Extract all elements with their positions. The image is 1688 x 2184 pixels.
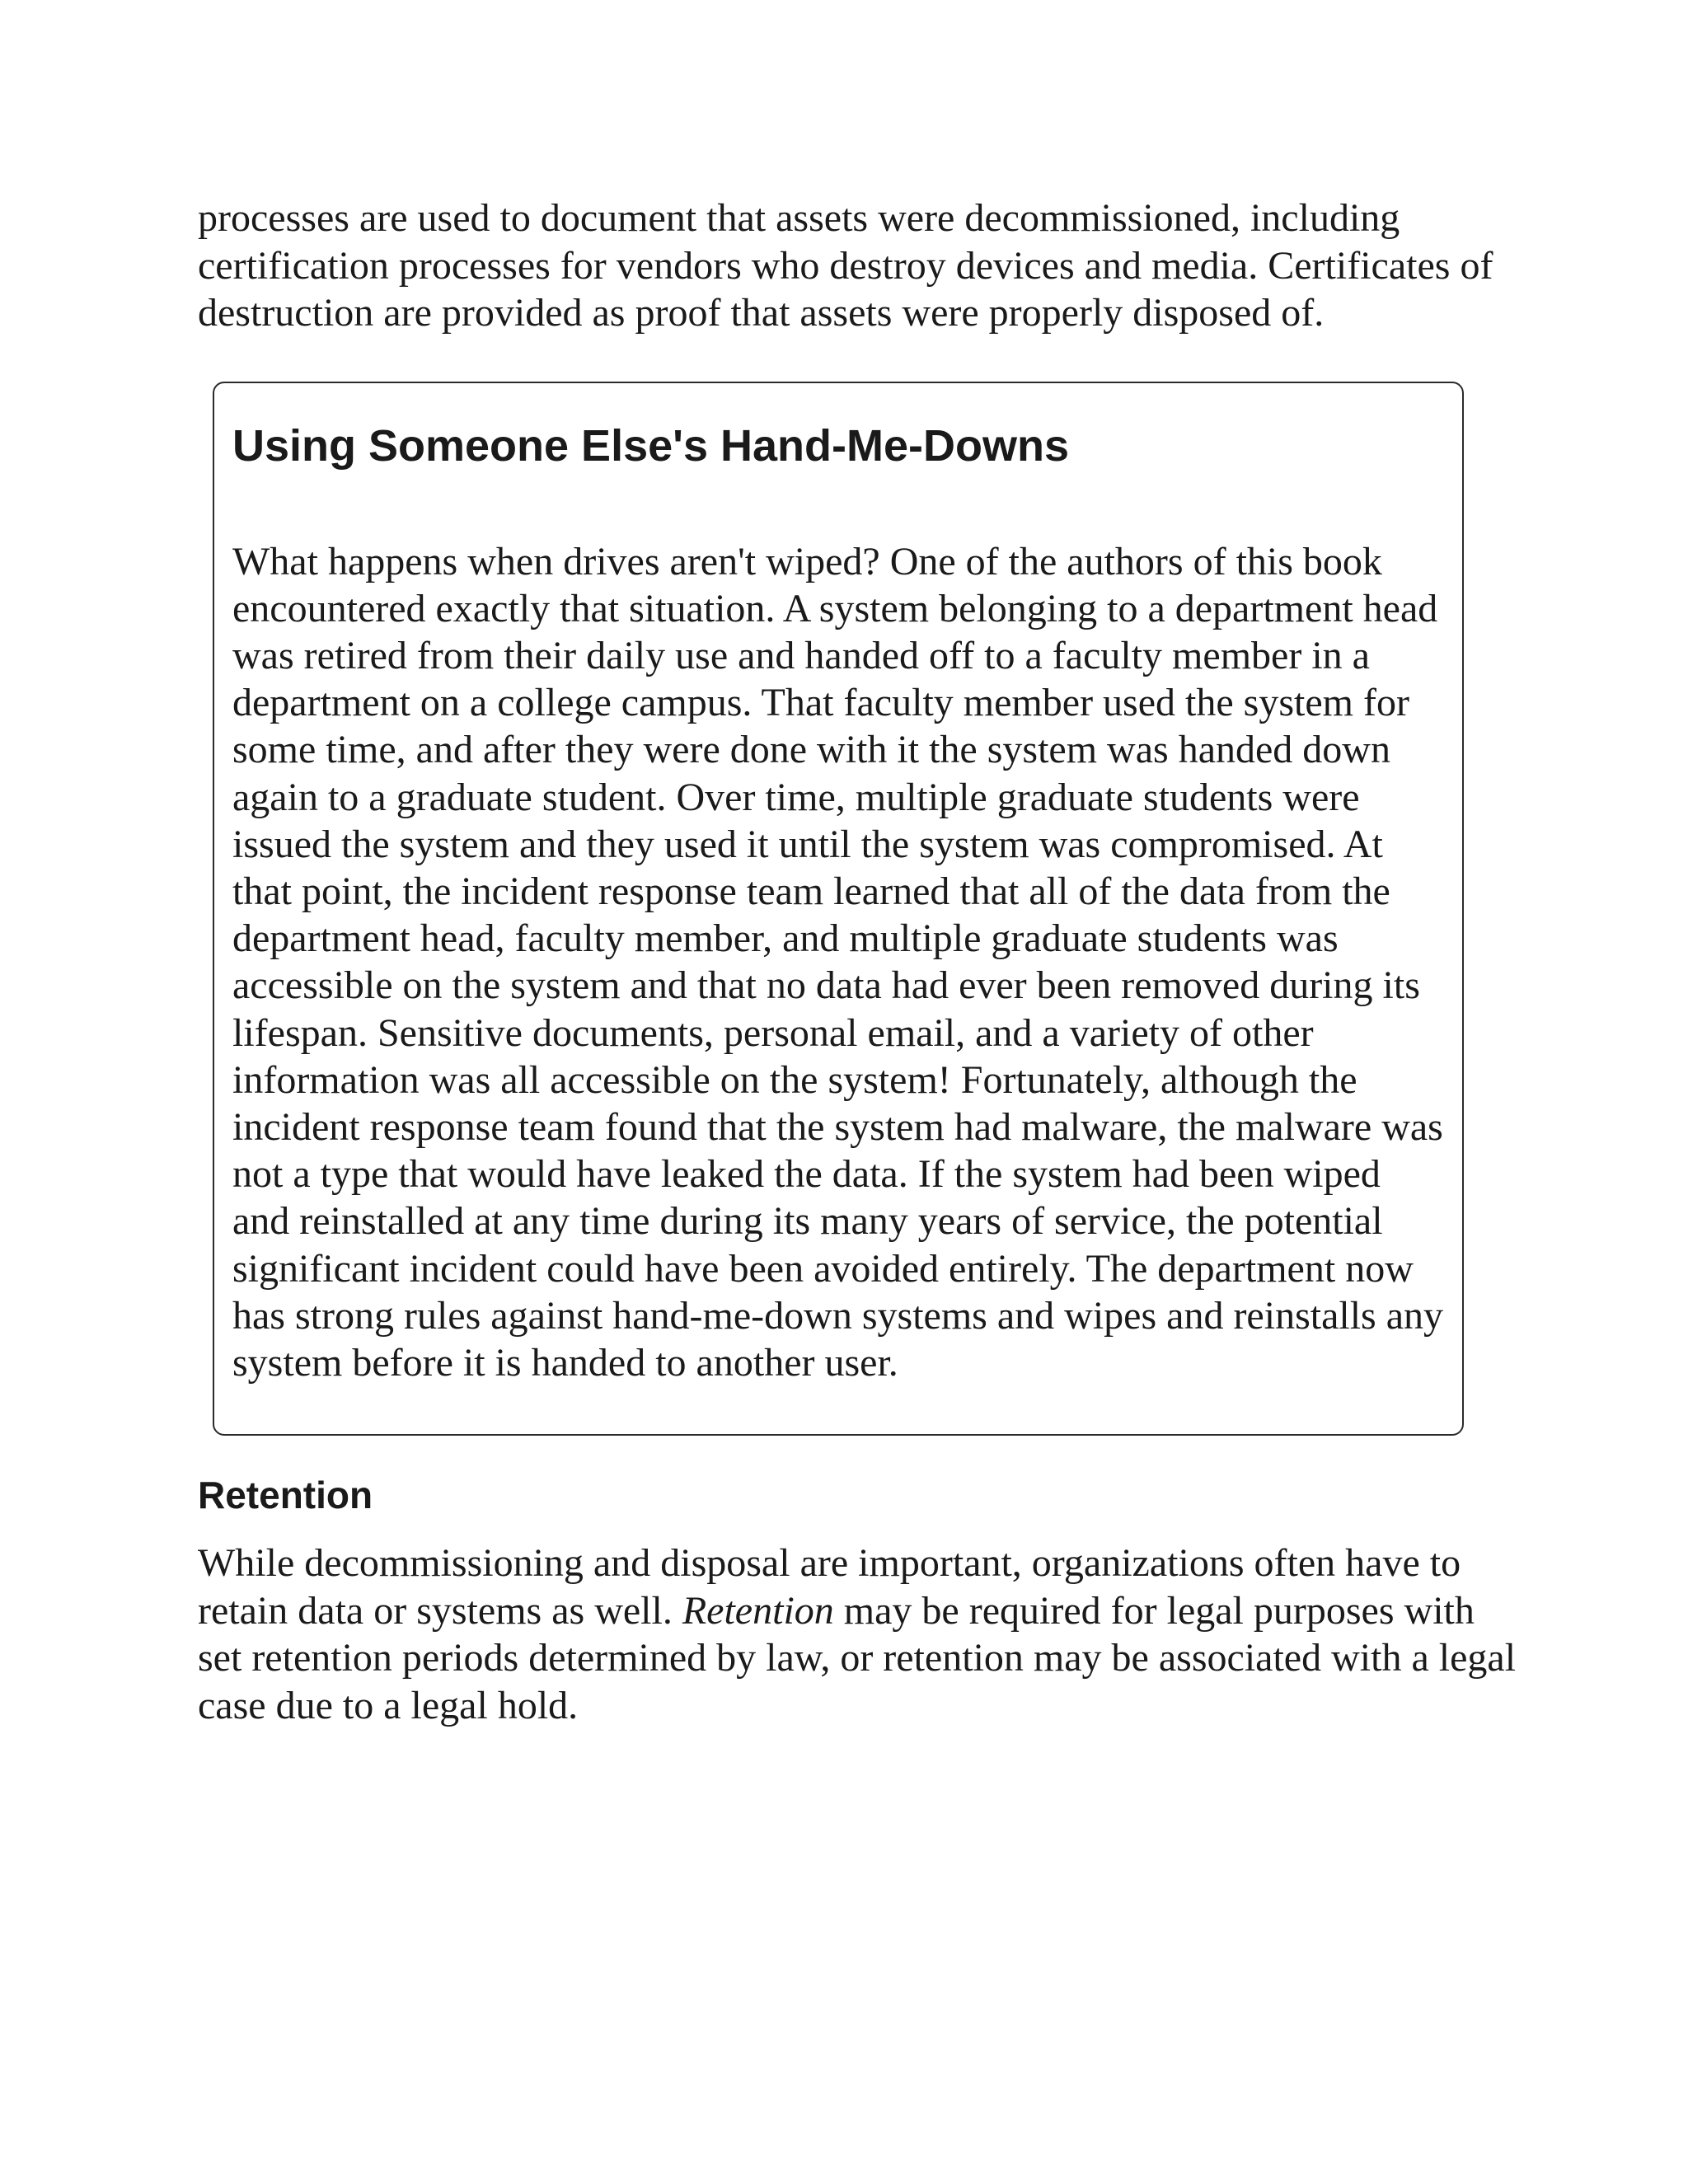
page-content bbox=[198, 194, 1517, 1729]
section-heading-retention: Retention bbox=[198, 1474, 373, 1517]
retention-text-end: may be required for legal purposes with set retention periods determined by law, or retention may be associated with a legal case due to a legal hold. bbox=[198, 1588, 1517, 1727]
retention-text-start: While decommissioning and disposal are important, organizations often have to retain data or systems as well. bbox=[198, 1541, 1461, 1633]
sidebar-box bbox=[213, 382, 1464, 1436]
retention-paragraph bbox=[198, 1540, 1517, 1729]
retention-emphasis: Retention bbox=[682, 1588, 834, 1633]
sidebar-paragraph: What happens when drives aren't wiped? One of the authors of this book encountered exactly that situation. A system belonging to a department head was retired from their daily use and handed off to a faculty member in a department on a college campus. That faculty member used the system for some time, and after they were done with it the system was handed down again to a graduate student. Over time, multiple graduate students were issued the system and they used it until the system was compromised. At that point, the incident response team learned that all of the data from the department head, faculty member, and multiple graduate students was accessible on the system and that no data had ever been removed during its lifespan. Sensitive documents, personal email, and a variety of other information was all accessible on the system! Fortunately, although the incident response team found that the system had malware, the malware was not a type that would have leaked the data. If the system had been wiped and reinstalled at any time during its many years of service, the potential significant incident could have been avoided entirely. The department now has strong rules against hand-me-down systems and wipes and reinstalls any system before it is handed to another user. bbox=[232, 539, 1444, 1385]
intro-paragraph: processes are used to document that assets were decommissioned, including certification processes for vendors who destroy devices and media. Certificates of destruction are provided as proof that assets were properly disposed of. bbox=[198, 196, 1493, 335]
sidebar-title: Using Someone Else's Hand-Me-Downs bbox=[232, 420, 1070, 471]
